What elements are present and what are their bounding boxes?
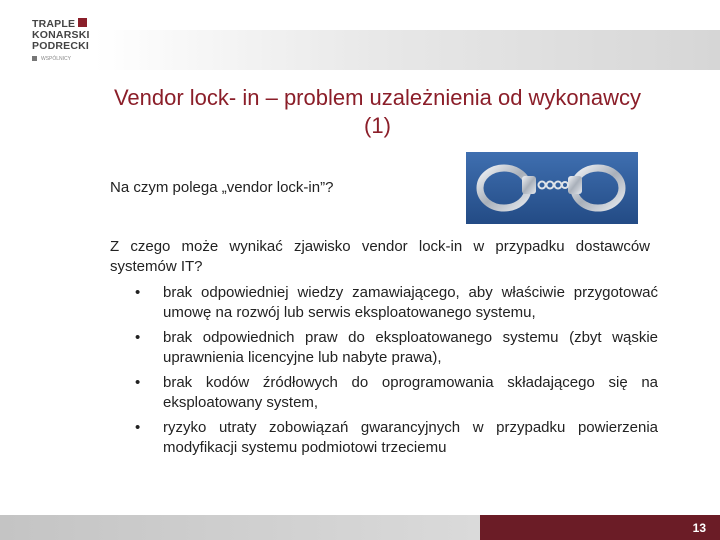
logo-dot-icon	[32, 56, 37, 61]
bullet-icon: •	[135, 374, 141, 391]
bullet-icon: •	[135, 419, 141, 436]
company-logo	[32, 18, 94, 62]
causes-list	[130, 283, 658, 463]
list-item: • ryzyko utraty zobowiązań gwarancyjnych w przypadku powierzenia modyfikacji systemu podmiotowi trzeciemu	[135, 419, 658, 456]
bullet-icon: •	[135, 329, 141, 346]
list-item: • brak odpowiedniej wiedzy zamawiającego, aby właściwie przygotować umowę na rozwój lub serwis eksploatowanego systemu,	[135, 284, 658, 321]
logo-line-4: WSPÓLNICY	[32, 56, 94, 62]
footer-bar	[0, 515, 480, 540]
slide-title: Vendor lock- in – problem uzależnienia od wykonawcy (1)	[113, 85, 642, 138]
question-1: Na czym polega „vendor lock-in”?	[110, 179, 334, 196]
logo-line-2: KONARSKI	[32, 29, 90, 41]
question-2: Z czego może wynikać zjawisko vendor lock-in w przypadku dostawców systemów IT?	[110, 238, 650, 275]
footer-accent	[480, 515, 720, 540]
bullet-icon: •	[135, 284, 141, 301]
logo-line-1: TRAPLE	[32, 18, 94, 30]
list-item: • brak odpowiednich praw do eksploatowanego systemu (zbyt wąskie uprawnienia licencyjne lub nabyte prawa),	[135, 329, 658, 366]
page-number: 13	[692, 521, 706, 535]
list-item: • brak kodów źródłowych do oprogramowania składającego się na eksploatowany system,	[135, 374, 658, 411]
handcuffs-icon	[466, 152, 638, 224]
handcuffs-image	[466, 152, 638, 224]
header-band	[95, 30, 720, 70]
logo-line-3: PODRECKI	[32, 40, 90, 52]
logo-square-icon	[78, 18, 87, 27]
